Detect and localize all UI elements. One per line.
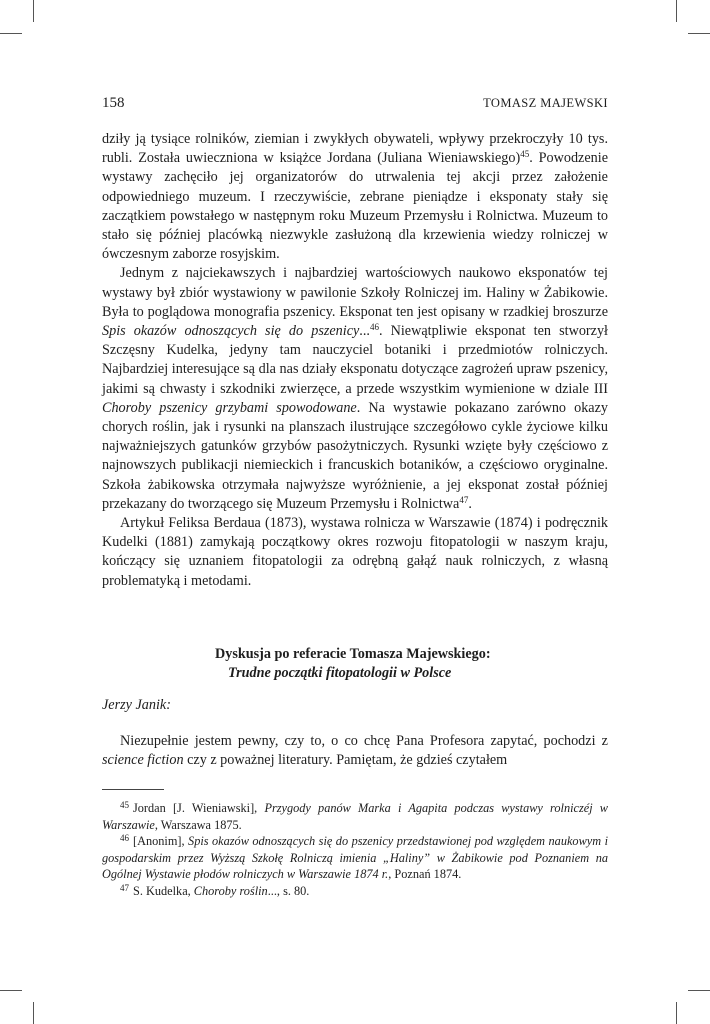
- footnote-number: 47: [120, 882, 129, 893]
- discussion-heading: [102, 645, 608, 683]
- discussion-title: Dyskusja po referacie Tomasza Majewskiego:: [215, 646, 491, 662]
- text-run: ...: [359, 323, 370, 340]
- text-run: [Anonim],: [133, 834, 189, 849]
- footnote-number: 45: [120, 800, 129, 810]
- text-run: ..., s. 80.: [267, 883, 310, 898]
- text-run: dziły ją tysiące rolników, ziemian i zwykłych obywateli, wpływy przekroczyły 10 tys. rubli. Została uwieczniona w książce Jordana (Juliana Wieniawskiego): [102, 131, 608, 167]
- footnote: [102, 833, 608, 883]
- body-text: [102, 130, 608, 591]
- speaker-name: Jerzy Janik:: [102, 697, 171, 713]
- text-run: Jednym z najciekawszych i najbardziej wartościowych naukowo eksponatów tej wystawy był zbiór wystawiony w pawilonie Szkoły Rolniczej im. Haliny w Żabikowie. Była to poglądowa monografia pszenicy. Eksponat ten jest opisany w rzadkiej broszurze: [102, 265, 608, 320]
- text-run: Niezupełnie jestem pewny, czy to, o co chcę Pana Profesora zapytać, pochodzi z: [120, 733, 608, 749]
- footnote-ref: 47: [459, 494, 469, 505]
- text-run: . Niewątpliwie eksponat ten stworzył Szczęsny Kudelka, jedyny tam nauczyciel botaniki i przedmiotów rolniczych. Najbardziej interesujące są dla nas działy eksponatu dotyczące zagrożeń upraw pszenicy, jakimi są chwasty i szkodniki zwierzęce, a przede wszystkim wymienione w dziale III: [102, 323, 608, 397]
- page-number: 158: [102, 95, 125, 111]
- discussion-subtitle: Trudne początki fitopatologii w Polsce: [228, 665, 452, 681]
- footnote-number: 46: [120, 833, 129, 844]
- text-run: , Warszawa 1875.: [154, 817, 242, 832]
- crop-mark: [676, 1002, 677, 1024]
- footnote: [102, 883, 608, 900]
- crop-mark: [33, 0, 34, 22]
- crop-mark: [0, 33, 22, 34]
- text-run: . Na wystawie pokazano zarówno okazy chorych roślin, jak i rysunki na planszach ilustrujące szczegółowo cykle życiowe kilku najważniejszych gatunków grzybów pasożytniczych. Rysunki wzięte były częściowo z najnowszych publikacji niemieckich i francuskich botaników, a częściowo oryginalne. Szkoła żabikowska otrzymała najwyższe wyróżnienie, a jej eksponat został później przekazany do tworzącego się Muzeum Przemysłu i Rolnictwa: [102, 399, 608, 512]
- text-run: . Powodzenie wystawy zachęciło jej organizatorów do utrwalenia tej akcji przez założenie odpowiedniego muzeum. I rzeczywiście, zebrane pieniądze i eksponaty stały się zaczątkiem powstałego w następnym roku Muzeum Przemysłu i Rolnictwa. Muzeum to stało się później placówką niezwykle zasłużoną dla krzewienia wiedzy rolniczej w ówczesnym zaborze rosyjskim.: [102, 150, 608, 263]
- italic-text: Przygody panów Marka i Agapita podczas wystawy rolniczéj w Warszawie: [102, 801, 608, 832]
- italic-text: science fiction: [102, 752, 184, 769]
- crop-mark: [676, 0, 677, 22]
- footnote-separator: [102, 789, 164, 790]
- text-run: Artykuł Feliksa Berdaua (1873), wystawa rolnicza w Warszawie (1874) i podręcznik Kudelki (1881) zamykają początkowy okres rozwoju fitopatologii w naszym kraju, kończący się uznaniem fitopatologii za odrębną gałąź nauk rolniczych, z własną problematyką i metodami.: [102, 515, 608, 589]
- footnote-text: [102, 834, 608, 881]
- footnote-text: [102, 801, 608, 832]
- crop-mark: [0, 990, 22, 991]
- text-run: .: [468, 495, 472, 512]
- text-run: , Poznań 1874.: [388, 867, 462, 882]
- footnote-ref: 46: [369, 322, 379, 333]
- text-run: Jordan [J. Wieniawski],: [133, 801, 265, 815]
- crop-mark: [688, 990, 710, 991]
- text-run: S. Kudelka,: [133, 883, 194, 898]
- paragraph: [102, 514, 608, 591]
- footnote-text: [133, 884, 309, 898]
- running-head-author: TOMASZ MAJEWSKI: [483, 96, 608, 110]
- crop-mark: [688, 33, 710, 34]
- paragraph: [102, 130, 608, 264]
- italic-text: Spis okazów odnoszących się do pszenicy przedstawionej pod względem naukowym i gospodarskim przez Wyższą Szkołę Rolniczą imienia „Haliny” w Żabikowie pod Poznaniem na Ogólnej Wystawie płodów rolniczych w Warszawie 1874 r.: [102, 834, 608, 882]
- footnote-ref: 45: [520, 149, 530, 160]
- italic-text: Choroby pszenicy grzybami spowodowane: [102, 399, 357, 416]
- text-run: czy z poważnej literatury. Pamiętam, że gdzieś czytałem: [183, 752, 508, 769]
- crop-mark: [33, 1002, 34, 1024]
- italic-text: Choroby roślin: [193, 883, 268, 898]
- italic-text: Spis okazów odnoszących się do pszenicy: [102, 323, 360, 340]
- speech-paragraph: [102, 732, 608, 770]
- running-header: [102, 95, 608, 115]
- paragraph: [102, 264, 608, 514]
- footnotes: [102, 800, 608, 900]
- footnote: [102, 800, 608, 833]
